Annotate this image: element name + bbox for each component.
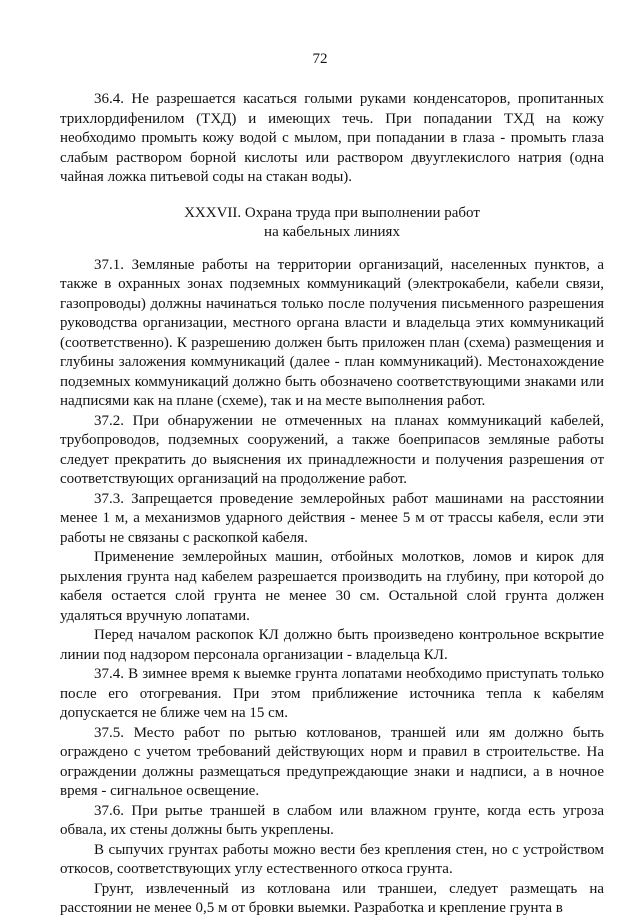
paragraph-37-5: 37.5. Место работ по рытью котлованов, траншей или ям должно быть ограждено с учетом требований действующих норм и правил в строительстве. На ограждении должны размещаться предупреждающие знаки и надписи, а в ночное время - сигнальное освещение. bbox=[60, 724, 604, 799]
paragraph-37-6-excavated-soil: Грунт, извлеченный из котлована или траншеи, следует размещать на расстоянии не менее 0,5 м от бровки выемки. Разработка и крепление грунта в bbox=[60, 880, 604, 916]
page-content bbox=[60, 90, 604, 919]
paragraph-37-3-machines: Применение землеройных машин, отбойных молотков, ломов и кирок для рыхления грунта над кабелем разрешается производить на глубину, при которой до кабеля остается слой грунта не менее 30 см. Остальной слой грунта должен удаляться вручную лопатами. bbox=[60, 549, 604, 624]
paragraph-37-3-control-opening: Перед началом раскопок КЛ должно быть произведено контрольное вскрытие линии под надзором персонала организации - владельца КЛ. bbox=[60, 627, 604, 663]
paragraph-37-6-loose-soil: В сыпучих грунтах работы можно вести без крепления стен, но с устройством откосов, соответствующих углу естественного откоса грунта. bbox=[60, 841, 604, 877]
paragraph-37-3: 37.3. Запрещается проведение землеройных работ машинами на расстоянии менее 1 м, а механизмов ударного действия - менее 5 м от трассы кабеля, если эти работы не связаны с раскопкой кабеля. bbox=[60, 490, 604, 546]
section-heading-line-1: XXXVII. Охрана труда при выполнении работ bbox=[184, 204, 480, 221]
paragraph-36-4: 36.4. Не разрешается касаться голыми руками конденсаторов, пропитанных трихлордифенилом (ТХД) и имеющих течь. При попадании ТХД на кожу необходимо промыть кожу водой с мылом, при попадании в глаза - промыть глаза слабым раствором борной кислоты или раствором двууглекислого натрия (одна чайная ложка питьевой соды на стакан воды). bbox=[60, 91, 604, 185]
section-heading-line-2: на кабельных линиях bbox=[264, 224, 400, 240]
paragraph-37-1: 37.1. Земляные работы на территории организаций, населенных пунктов, а также в охранных зонах подземных коммуникаций (электрокабели, кабели связи, газопроводы) должны начинаться только после получения письменного разрешения руководства организации, местного органа власти и владельца этих коммуникаций (соответственно). К разрешению должен быть приложен план (схема) размещения и глубины заложения коммуникаций (далее - план коммуникаций). Местонахождение подземных коммуникаций должно быть обозначено соответствующими знаками или надписями как на плане (схеме), так и на месте выполнения работ. bbox=[60, 256, 604, 409]
page-number: 72 bbox=[312, 51, 328, 67]
paragraph-37-2: 37.2. При обнаружении не отмеченных на планах коммуникаций кабелей, трубопроводов, подземных сооружений, а также боеприпасов земляные работы следует прекратить до выяснения их принадлежности и получения разрешения от соответствующих организаций на продолжение работ. bbox=[60, 412, 604, 487]
paragraph-37-6: 37.6. При рытье траншей в слабом или влажном грунте, когда есть угроза обвала, их стены должны быть укреплены. bbox=[60, 802, 604, 838]
section-heading bbox=[60, 204, 604, 243]
paragraph-37-4: 37.4. В зимнее время к выемке грунта лопатами необходимо приступать только после его отогревания. При этом приближение источника тепла к кабелям допускается не ближе чем на 15 см. bbox=[60, 666, 604, 721]
